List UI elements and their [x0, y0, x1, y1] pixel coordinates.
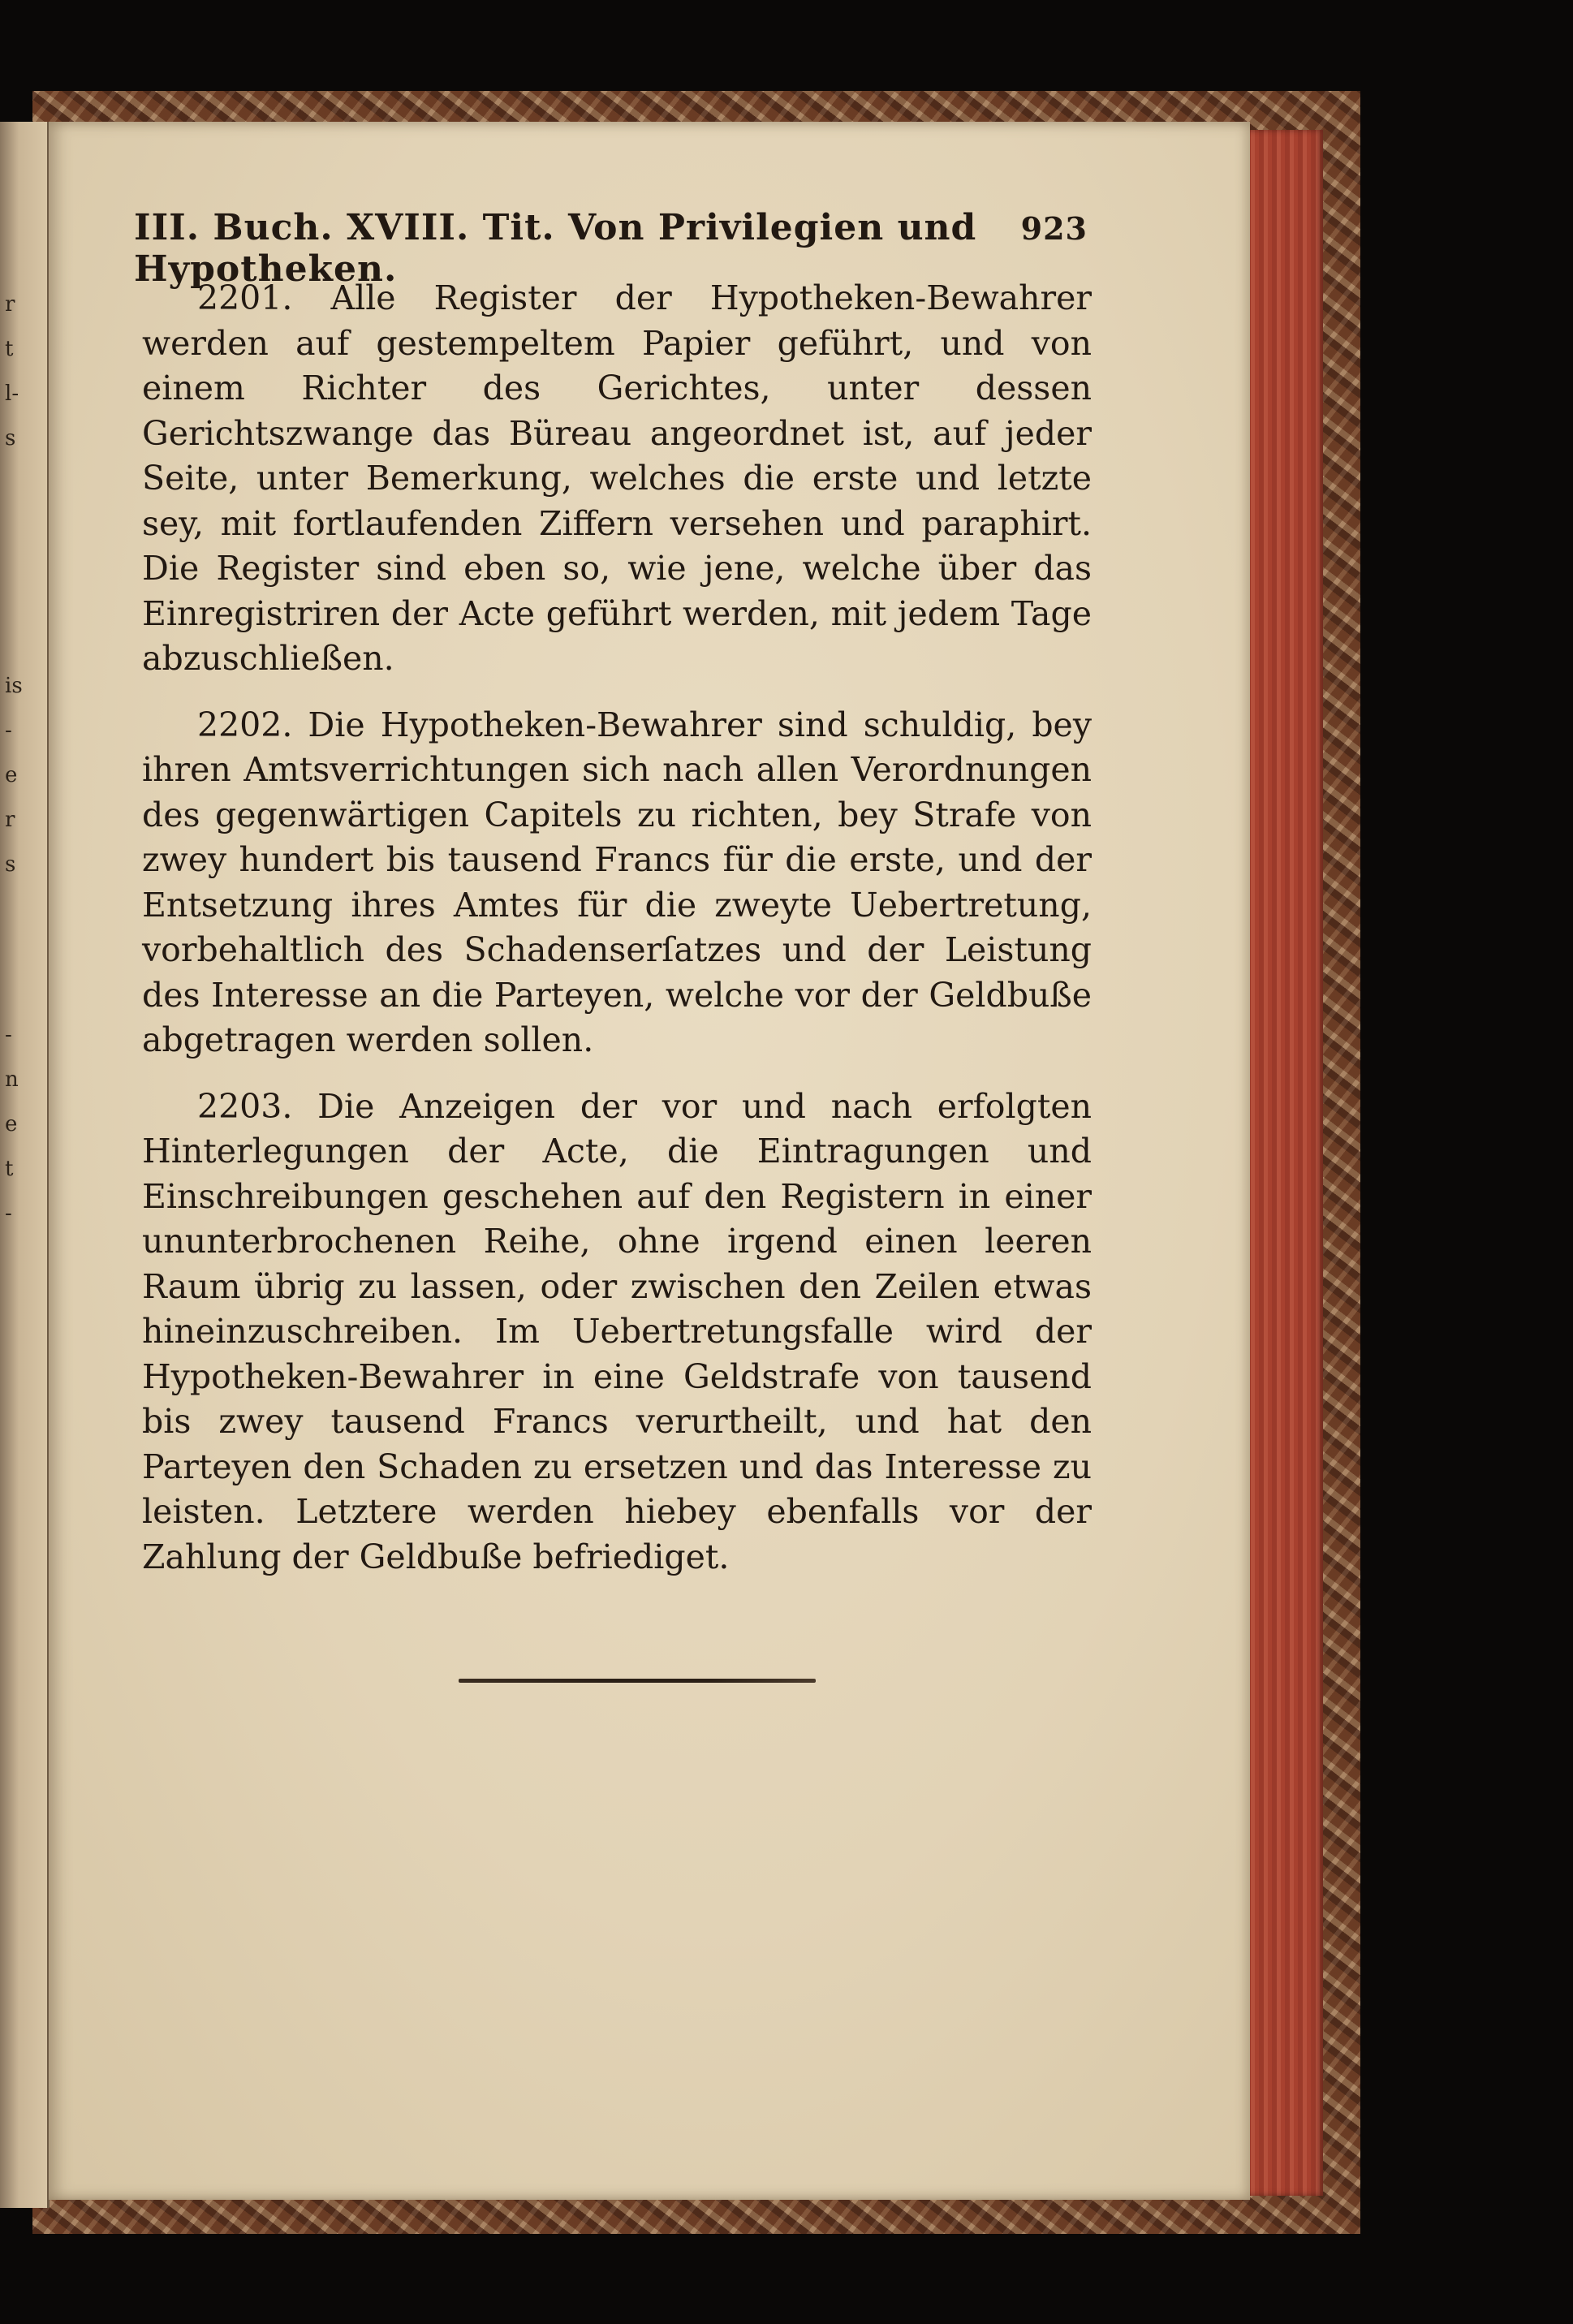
article-paragraph: 2202. Die Hypotheken-Bewahrer sind schuldig, bey ihren Amtsverrichtungen sich nach allen Verordnungen des gegenwärtigen Capitels zu richten, bey Strafe von zwey hundert bis tausend Francs für die erste, und der Entsetzung ihres Amtes für die zweyte Uebertretung, vorbehaltlich des Schadenserſatzes und der Leistung des Interesse an die Parteyen, welche vor der Geldbuße abgetragen werden sollen.: [142, 705, 1092, 1059]
article-paragraph: 2201. Alle Register der Hypotheken-Bewahrer werden auf gestempeltem Papier geführt, und von einem Richter des Gerichtes, unter dessen Gerichtszwange das Büreau angeordnet ist, auf jeder Seite, unter Bemerkung, welches die erste und letzte sey, mit fortlaufenden Ziffern versehen und paraphirt. Die Register sind eben so, wie jene, welche über das Einregistriren der Acte geführt werden, mit jedem Tage abzuschließen.: [142, 278, 1092, 678]
facing-page-edge: [0, 122, 50, 2208]
margin-fragment: n: [5, 1067, 19, 1092]
margin-fragment: s: [5, 426, 16, 451]
body-text: [142, 276, 1092, 1601]
margin-fragment: t: [5, 1157, 14, 1181]
margin-fragment: l-: [5, 382, 19, 406]
margin-fragment: -: [5, 718, 12, 743]
margin-fragment: e: [5, 1112, 18, 1136]
closing-rule: [459, 1679, 816, 1683]
margin-fragment: s: [5, 852, 16, 877]
margin-fragment: -: [5, 1023, 12, 1047]
margin-fragment: r: [5, 808, 15, 832]
page-number: 923: [1020, 210, 1088, 247]
margin-fragment: r: [5, 292, 15, 317]
margin-fragment: -: [5, 1201, 12, 1226]
margin-fragment: e: [5, 763, 18, 787]
article-paragraph: 2203. Die Anzeigen der vor und nach erfolgten Hinterlegungen der Acte, die Eintragungen und Einschreibungen geschehen auf den Registern in einer ununterbrochenen Reihe, ohne irgend einen leeren Raum übrig zu lassen, oder zwischen den Zeilen etwas hineinzuschreiben. Im Uebertretungsfalle wird der Hypotheken-Bewahrer in eine Geldstrafe von tausend bis zwey tausend Francs verurtheilt, und hat den Parteyen den Schaden zu ersetzen und das Interesse zu leisten. Letztere werden hiebey ebenfalls vor der Zahlung der Geldbuße befriediget.: [142, 1086, 1092, 1576]
margin-fragment: t: [5, 337, 14, 361]
running-head-title: III. Buch. XVIII. Tit. Von Privilegien und Hypotheken.: [134, 207, 977, 290]
margin-fragment: is: [5, 674, 23, 698]
page-block-edge: [1246, 130, 1323, 2196]
